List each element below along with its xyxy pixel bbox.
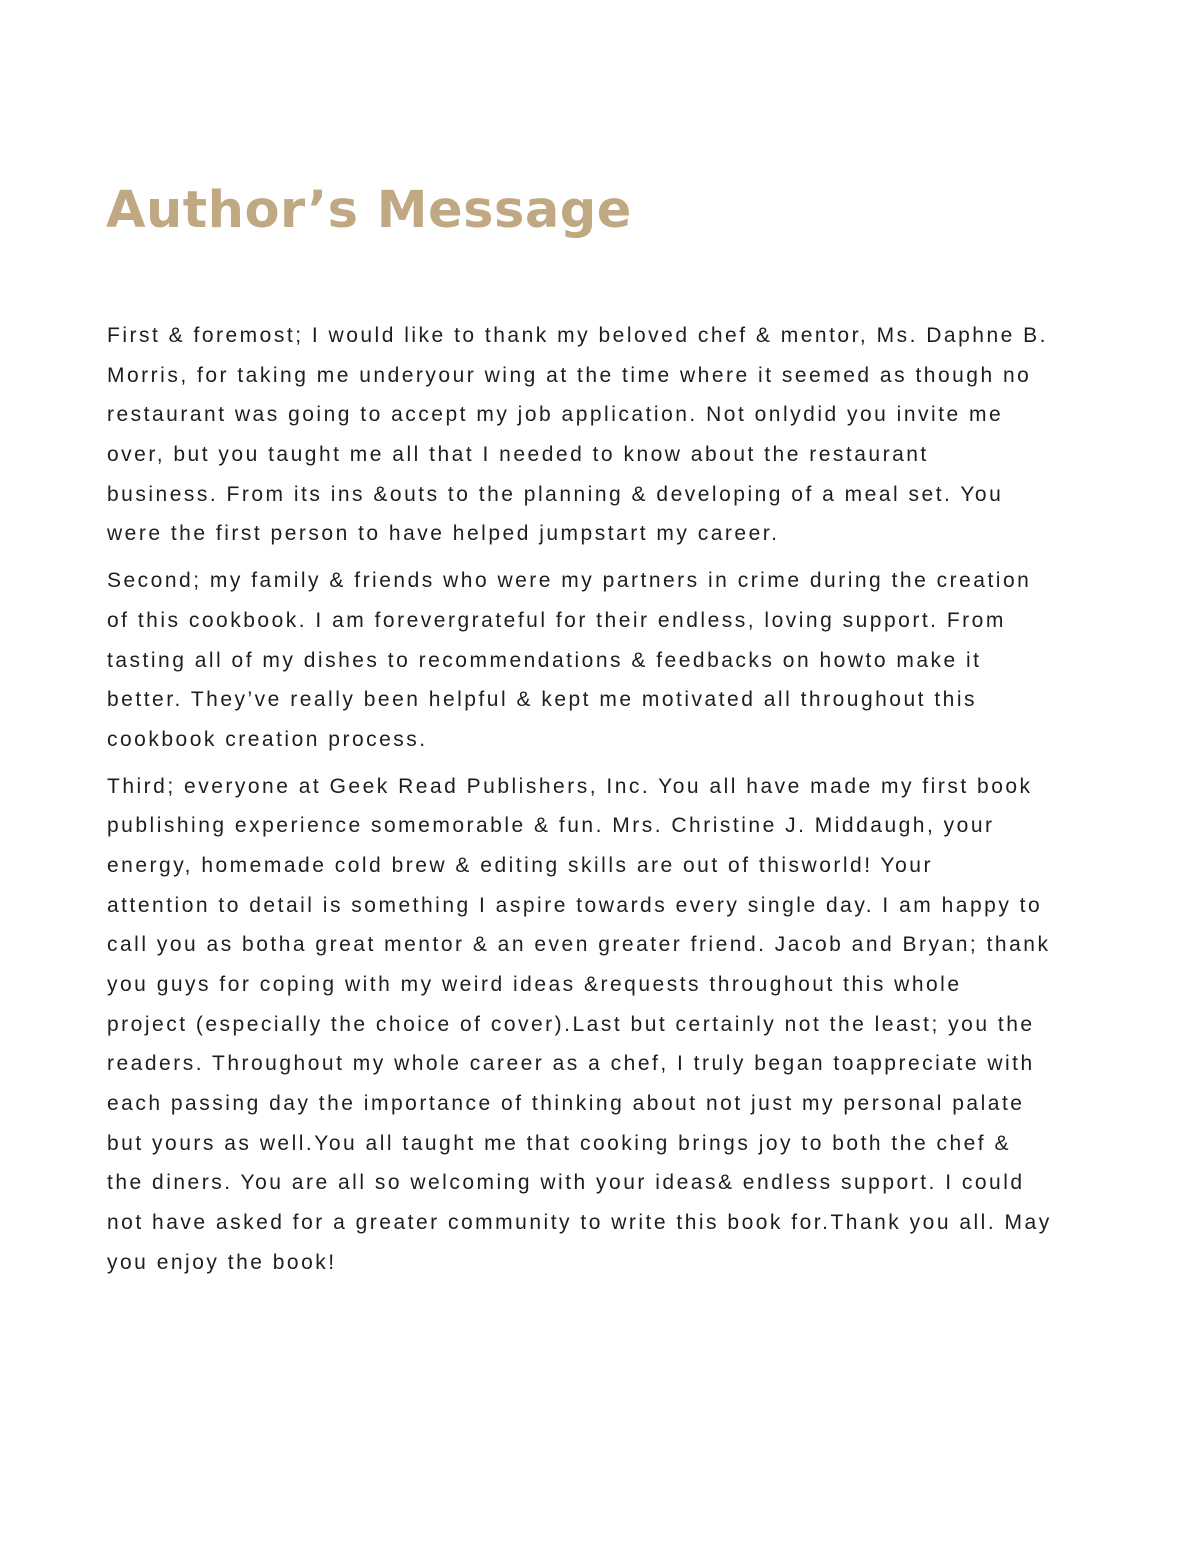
text-line: publishing experience somemorable & fun. Mrs. Christine J. Middaugh, your	[107, 814, 995, 838]
paragraph-publishers	[107, 767, 1117, 1283]
text-line: project (especially the choice of cover).Last but certainly not the least; you the	[107, 1012, 1035, 1036]
text-line: First & foremost; I would like to thank my beloved chef & mentor, Ms. Daphne B.	[107, 324, 1048, 347]
text-line: restaurant was going to accept my job application. Not onlydid you invite me	[107, 403, 1004, 427]
paragraph-family	[107, 561, 1117, 759]
page-title: Author’s Message	[106, 181, 632, 240]
text-line: Morris, for taking me underyour wing at the time where it seemed as though no	[107, 363, 1032, 387]
text-line: attention to detail is something I aspire towards every single day. I am happy to	[107, 893, 1043, 917]
text-line: energy, homemade cold brew & editing skills are out of thisworld! Your	[107, 853, 933, 877]
message-body	[107, 316, 1117, 1290]
text-line: but yours as well.You all taught me that cooking brings joy to both the chef &	[107, 1131, 1011, 1155]
text-line: readers. Throughout my whole career as a chef, I truly began toappreciate with	[107, 1052, 1035, 1076]
text-line: you enjoy the book!	[107, 1250, 337, 1274]
text-line: call you as botha great mentor & an even greater friend. Jacob and Bryan; thank	[107, 933, 1051, 957]
text-line: of this cookbook. I am forevergrateful for their endless, loving support. From	[107, 608, 1006, 632]
paragraph-mentor	[107, 316, 1117, 554]
text-line: each passing day the importance of thinking about not just my personal palate	[107, 1092, 1025, 1116]
text-line: tasting all of my dishes to recommendations & feedbacks on howto make it	[107, 648, 982, 672]
text-line: business. From its ins &outs to the planning & developing of a meal set. You	[107, 482, 1004, 506]
text-line: better. They’ve really been helpful & kept me motivated all throughout this	[107, 688, 978, 712]
text-line: not have asked for a greater community to write this book for.Thank you all. May	[107, 1211, 1052, 1235]
text-line: over, but you taught me all that I needed to know about the restaurant	[107, 443, 929, 467]
text-line: you guys for coping with my weird ideas &requests throughout this whole	[107, 973, 962, 996]
text-line: cookbook creation process.	[107, 727, 428, 751]
text-line: were the first person to have helped jumpstart my career.	[107, 522, 780, 546]
text-line: the diners. You are all so welcoming with your ideas& endless support. I could	[107, 1171, 1025, 1195]
text-line: Third; everyone at Geek Read Publishers, Inc. You all have made my first book	[107, 774, 1033, 798]
text-line: Second; my family & friends who were my partners in crime during the creation	[107, 569, 1032, 593]
